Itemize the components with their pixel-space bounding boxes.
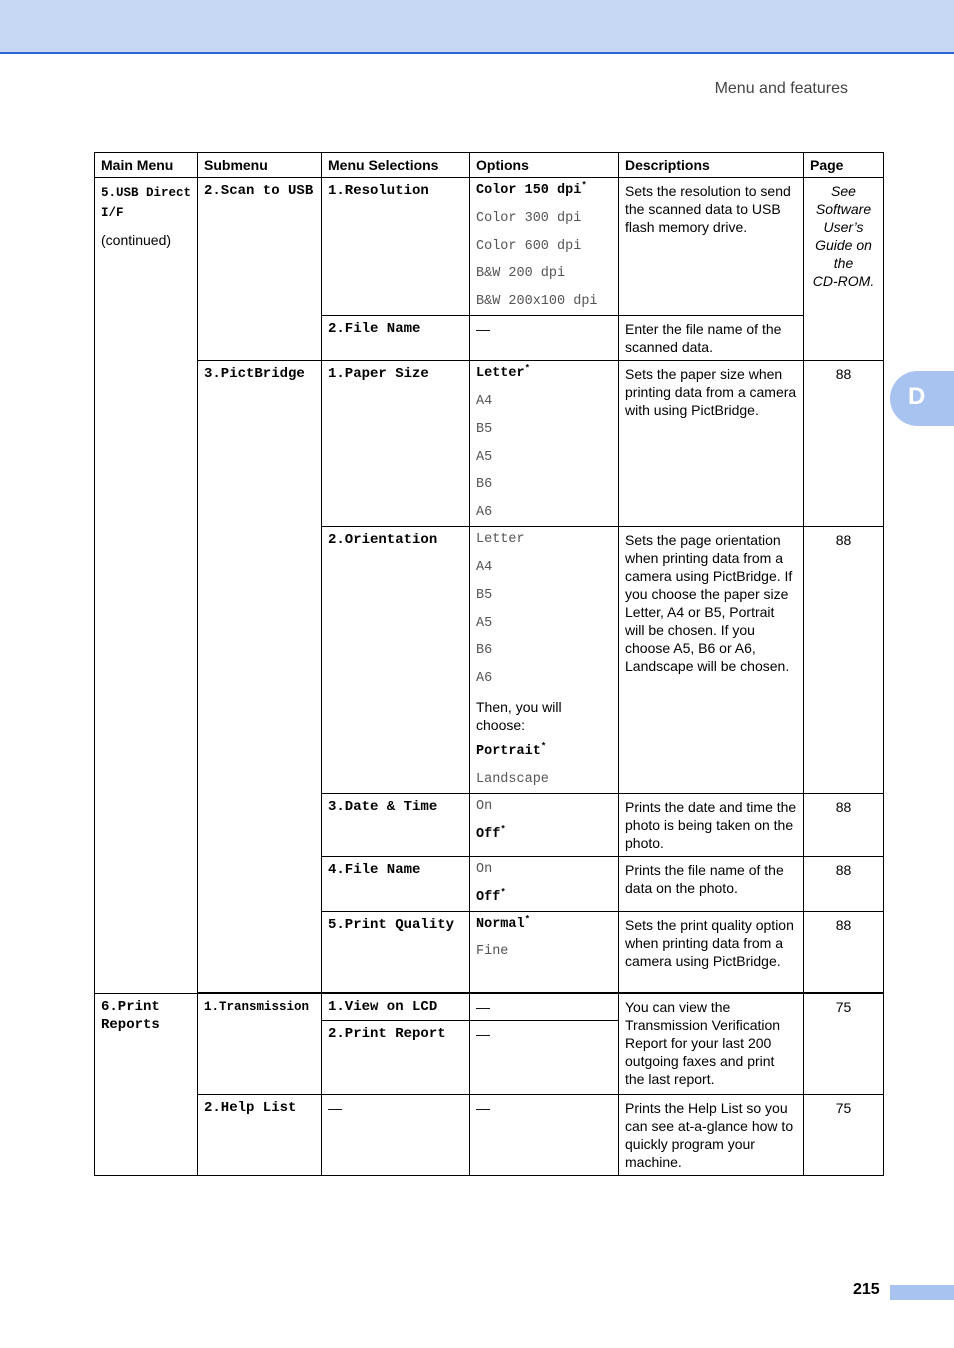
continued-note: (continued) [101, 232, 172, 248]
option-default: Normal* [476, 914, 531, 932]
page-cell: 88 [804, 911, 884, 992]
page-cell: 88 [804, 527, 884, 794]
options-cell: — [470, 993, 619, 1020]
options-cell [470, 361, 619, 527]
options-cell [470, 856, 619, 911]
page-cell: See Software User’s Guide on the CD-ROM. [804, 178, 884, 361]
page-number-bar [890, 1285, 954, 1300]
option: B6 [476, 477, 493, 493]
option: A6 [476, 671, 493, 687]
main-menu-label: 5.USB Direct I/F [101, 186, 192, 220]
column-header: Menu Selections [322, 153, 470, 178]
description-cell: Prints the date and time the photo is being taken on the photo. [619, 793, 804, 856]
option-note: Then, you will choose: [476, 698, 562, 733]
option: A4 [476, 559, 493, 575]
table-row [95, 361, 884, 527]
table-header-row [95, 153, 884, 178]
selection-cell: 2.Orientation [322, 527, 470, 794]
description-cell: Enter the file name of the scanned data. [619, 316, 804, 361]
top-banner [0, 0, 954, 54]
selection-cell: 5.Print Quality [322, 911, 470, 992]
description-cell: Sets the page orientation when printing data from a camera using PictBridge. If you choose the paper size Letter, A4 or B5, Portrait will be chosen. If you choose A5, B6 or A6, Landscape will be chosen. [619, 527, 804, 794]
column-header: Main Menu [95, 153, 198, 178]
selection-cell: 3.Date & Time [322, 793, 470, 856]
table-row [95, 993, 884, 1020]
option: Color 600 dpi [476, 238, 582, 254]
chapter-tab [890, 371, 954, 426]
main-menu-cell: 6.Print Reports [95, 993, 198, 1175]
column-header: Submenu [198, 153, 322, 178]
option: B6 [476, 643, 493, 659]
main-menu-cell [95, 178, 198, 994]
option: Color 300 dpi [476, 210, 582, 226]
page-number: 215 [853, 1281, 880, 1298]
option-default: Portrait* [476, 741, 547, 759]
options-cell [470, 178, 619, 316]
selection-cell: 4.File Name [322, 856, 470, 911]
options-cell [470, 793, 619, 856]
option: Fine [476, 944, 509, 960]
option-default: Color 150 dpi* [476, 180, 587, 198]
submenu-cell: 3.PictBridge [198, 361, 322, 992]
option-default: Off* [476, 887, 506, 905]
page-cell: 75 [804, 993, 884, 1094]
selection-cell: 2.Print Report [322, 1020, 470, 1094]
page-cell: 88 [804, 361, 884, 527]
option: B&W 200x100 dpi [476, 294, 598, 310]
table-row [95, 1094, 884, 1175]
selection-cell: — [322, 1094, 470, 1175]
option: Landscape [476, 771, 549, 787]
option: Letter [476, 532, 525, 548]
submenu-cell: 1.Transmission [198, 993, 322, 1094]
option: A5 [476, 449, 493, 465]
description-cell: Sets the resolution to send the scanned data to USB flash memory drive. [619, 178, 804, 316]
chapter-tab-label: D [908, 383, 926, 410]
page-header-title: Menu and features [714, 80, 848, 97]
description-cell: Sets the print quality option when printing data from a camera using PictBridge. [619, 911, 804, 992]
options-cell [470, 911, 619, 992]
options-cell: — [470, 1094, 619, 1175]
description-cell: Sets the paper size when printing data from a camera with using PictBridge. [619, 361, 804, 527]
option: B5 [476, 421, 493, 437]
option: On [476, 798, 493, 814]
table-row [95, 178, 884, 316]
selection-cell: 2.File Name [322, 316, 470, 361]
option: B5 [476, 587, 493, 603]
options-cell: — [470, 1020, 619, 1094]
column-header: Descriptions [619, 153, 804, 178]
description-cell: Prints the Help List so you can see at-a-glance how to quickly program your machine. [619, 1094, 804, 1175]
option-default: Off* [476, 824, 506, 842]
option: A5 [476, 615, 493, 631]
column-header: Options [470, 153, 619, 178]
option: On [476, 861, 493, 877]
submenu-cell: 2.Help List [198, 1094, 322, 1175]
selection-cell: 1.Paper Size [322, 361, 470, 527]
submenu-cell: 2.Scan to USB [198, 178, 322, 361]
page-cell: 88 [804, 856, 884, 911]
selection-cell: 1.Resolution [322, 178, 470, 316]
option: A4 [476, 393, 493, 409]
option: A6 [476, 505, 493, 521]
menu-features-table [94, 152, 884, 1176]
page-cell: 75 [804, 1094, 884, 1175]
selection-cell: 1.View on LCD [322, 993, 470, 1020]
description-cell: You can view the Transmission Verification Report for your last 200 outgoing faxes and print the last report. [619, 993, 804, 1094]
page-cell: 88 [804, 793, 884, 856]
column-header: Page [804, 153, 884, 178]
description-cell: Prints the file name of the data on the photo. [619, 856, 804, 911]
option: B&W 200 dpi [476, 266, 566, 282]
options-cell: — [470, 316, 619, 361]
options-cell [470, 527, 619, 794]
option-default: Letter* [476, 363, 531, 382]
